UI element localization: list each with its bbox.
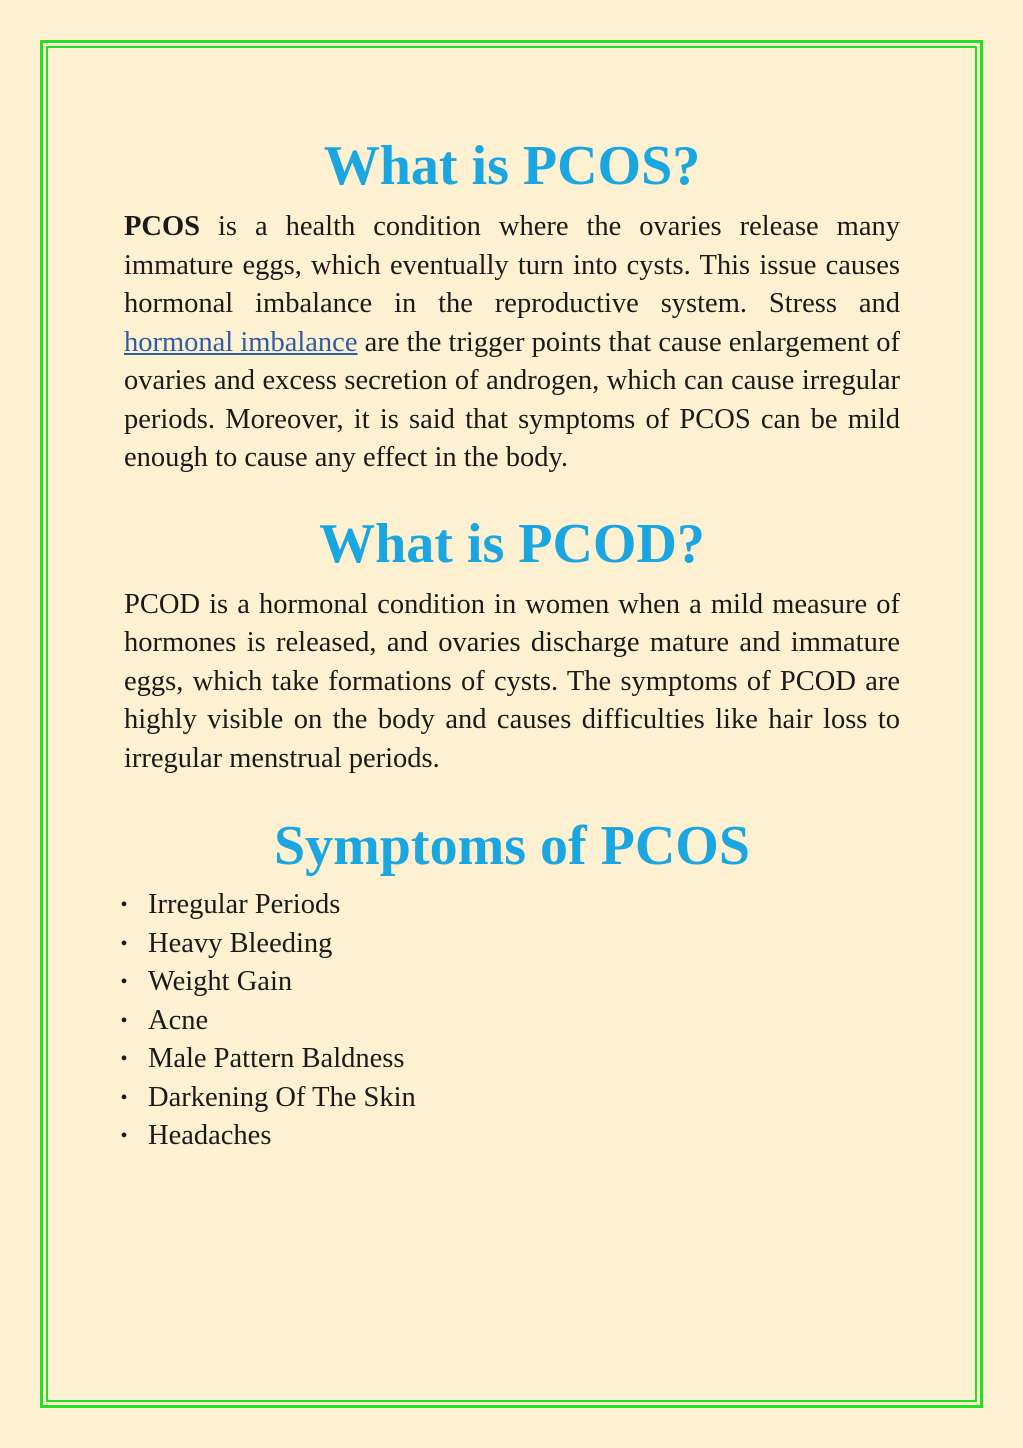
bullet-icon: • bbox=[120, 1048, 128, 1070]
list-item bbox=[114, 1002, 900, 1041]
symptom-label: Weight Gain bbox=[148, 966, 293, 997]
pcos-text-part-2: are the trigger points that cause enlargement of ovaries and excess secretion of androgen, which can cause irregular periods. Moreover, it is said that symptoms of PCOS can be mild enough to cause any effect in the body. bbox=[124, 326, 900, 473]
symptoms-list bbox=[114, 886, 900, 1156]
paragraph-pcod: PCOD is a hormonal condition in women when a mild measure of hormones is released, and ovaries discharge mature and immature eggs, which take formations of cysts. The symptoms of PCOD are highly visible on the body and causes difficulties like hair loss to irregular menstrual periods. bbox=[124, 588, 900, 774]
heading-what-is-pcos: What is PCOS? bbox=[323, 135, 701, 197]
list-item bbox=[114, 1079, 900, 1118]
heading-symptoms-of-pcos: Symptoms of PCOS bbox=[273, 815, 751, 877]
pcos-lead-term: PCOS bbox=[124, 211, 201, 242]
list-item bbox=[114, 963, 900, 1002]
bullet-icon: • bbox=[120, 1086, 128, 1109]
symptom-label: Male Pattern Baldness bbox=[148, 1043, 405, 1074]
symptom-label: Darkening Of The Skin bbox=[148, 1081, 416, 1113]
list-item bbox=[114, 925, 900, 964]
symptom-label: Headaches bbox=[148, 1120, 272, 1151]
hormonal-imbalance-link[interactable]: hormonal imbalance bbox=[124, 326, 358, 358]
symptom-label: Heavy Bleeding bbox=[148, 927, 333, 959]
list-item bbox=[114, 886, 900, 925]
bullet-icon: • bbox=[120, 1009, 128, 1032]
bullet-icon: • bbox=[120, 932, 128, 955]
bullet-icon: • bbox=[120, 894, 128, 916]
document-body bbox=[120, 118, 900, 1156]
list-item bbox=[114, 1040, 900, 1079]
bullet-icon: • bbox=[120, 971, 128, 993]
pcos-text-part-1: is a health condition where the ovaries release many immature eggs, which eventually turn into cysts. This issue causes hormonal imbalance in the reproductive system. Stress and bbox=[124, 211, 900, 319]
heading-what-is-pcod: What is PCOD? bbox=[319, 512, 705, 575]
list-item bbox=[114, 1117, 900, 1156]
bullet-icon: • bbox=[120, 1125, 128, 1147]
symptom-label: Acne bbox=[148, 1004, 209, 1036]
symptom-label: Irregular Periods bbox=[148, 889, 341, 920]
paragraph-pcos bbox=[124, 208, 900, 478]
